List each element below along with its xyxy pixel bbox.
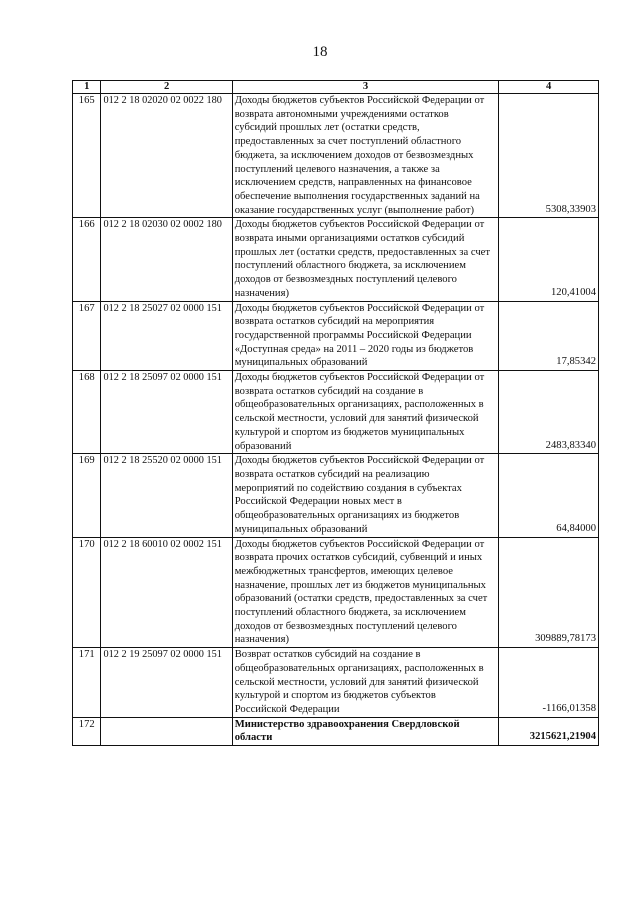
amount: 17,85342 [499,301,599,371]
revenue-name: Возврат остатков субсидий на создание в общеобразовательных организациях, расположенных в сельской местности, условий для занятий физической культурой и спортом из бюджетов субъектов Российской Федерации [232,648,499,718]
row-number: 168 [73,371,101,454]
row-number: 165 [73,94,101,218]
amount: 2483,83340 [499,371,599,454]
amount: 5308,33903 [499,94,599,218]
budget-revenue-table [72,80,599,746]
budget-code: 012 2 18 25097 02 0000 151 [101,371,232,454]
amount: 120,41004 [499,218,599,301]
page-number: 18 [312,44,328,60]
table-row [73,94,599,218]
revenue-name: Доходы бюджетов субъектов Российской Федерации от возврата прочих остатков субсидий, субвенций и иных межбюджетных трансфертов, имеющих целевое назначение, прошлых лет из бюджетов муниципальных образований (остатки средств, предоставленных за счет поступлений областного бюджета, за исключением доходов от безвозмездных поступлений целевого назначения) [232,537,499,648]
header-col-4: 4 [499,81,599,94]
revenue-name: Доходы бюджетов субъектов Российской Федерации от возврата остатков субсидий на мероприятия государственной программы Российской Федерации «Доступная среда» на 2011 – 2020 годы из бюджетов муниципальных образований [232,301,499,371]
amount: -1166,01358 [499,648,599,718]
row-number: 172 [73,717,101,745]
budget-code [101,717,232,745]
row-number: 171 [73,648,101,718]
table-row-ministry [73,717,599,745]
revenue-name: Доходы бюджетов субъектов Российской Федерации от возврата остатков субсидий на реализацию мероприятий по содействию создания в субъектах Российской Федерации новых мест в общеобразовательных организациях из бюджетов муниципальных образований [232,454,499,537]
table-row [73,218,599,301]
revenue-name: Доходы бюджетов субъектов Российской Федерации от возврата остатков субсидий на создание в общеобразовательных организациях, расположенных в сельской местности, условий для занятий физической культурой и спортом из бюджетов муниципальных образований [232,371,499,454]
ministry-name: Министерство здравоохранения Свердловской области [232,717,499,745]
table-header-row [73,81,599,94]
header-col-2: 2 [101,81,232,94]
row-number: 169 [73,454,101,537]
revenue-name: Доходы бюджетов субъектов Российской Федерации от возврата автономными учреждениями остатков субсидий прошлых лет (остатки средств, предоставленных за счет поступлений областного бюджета, за исключением доходов от безвозмездных поступлений целевого назначения, а также за исключением средств, направленных на финансовое обеспечение выполнения государственных заданий на оказание государственных услуг (выполнение работ) [232,94,499,218]
row-number: 167 [73,301,101,371]
table-row [73,371,599,454]
table-row [73,648,599,718]
header-col-1: 1 [73,81,101,94]
budget-code: 012 2 18 25027 02 0000 151 [101,301,232,371]
row-number: 170 [73,537,101,648]
budget-code: 012 2 19 25097 02 0000 151 [101,648,232,718]
budget-code: 012 2 18 60010 02 0002 151 [101,537,232,648]
row-number: 166 [73,218,101,301]
budget-code: 012 2 18 25520 02 0000 151 [101,454,232,537]
table-row [73,301,599,371]
budget-code: 012 2 18 02020 02 0022 180 [101,94,232,218]
amount: 64,84000 [499,454,599,537]
ministry-total-amount: 3215621,21904 [499,717,599,745]
revenue-name: Доходы бюджетов субъектов Российской Федерации от возврата иными организациями остатков субсидий прошлых лет (остатки средств, предоставленных за счет поступлений областного бюджета, за исключением доходов от безвозмездных поступлений целевого назначения) [232,218,499,301]
amount: 309889,78173 [499,537,599,648]
header-col-3: 3 [232,81,499,94]
budget-code: 012 2 18 02030 02 0002 180 [101,218,232,301]
table-row [73,454,599,537]
table-row [73,537,599,648]
